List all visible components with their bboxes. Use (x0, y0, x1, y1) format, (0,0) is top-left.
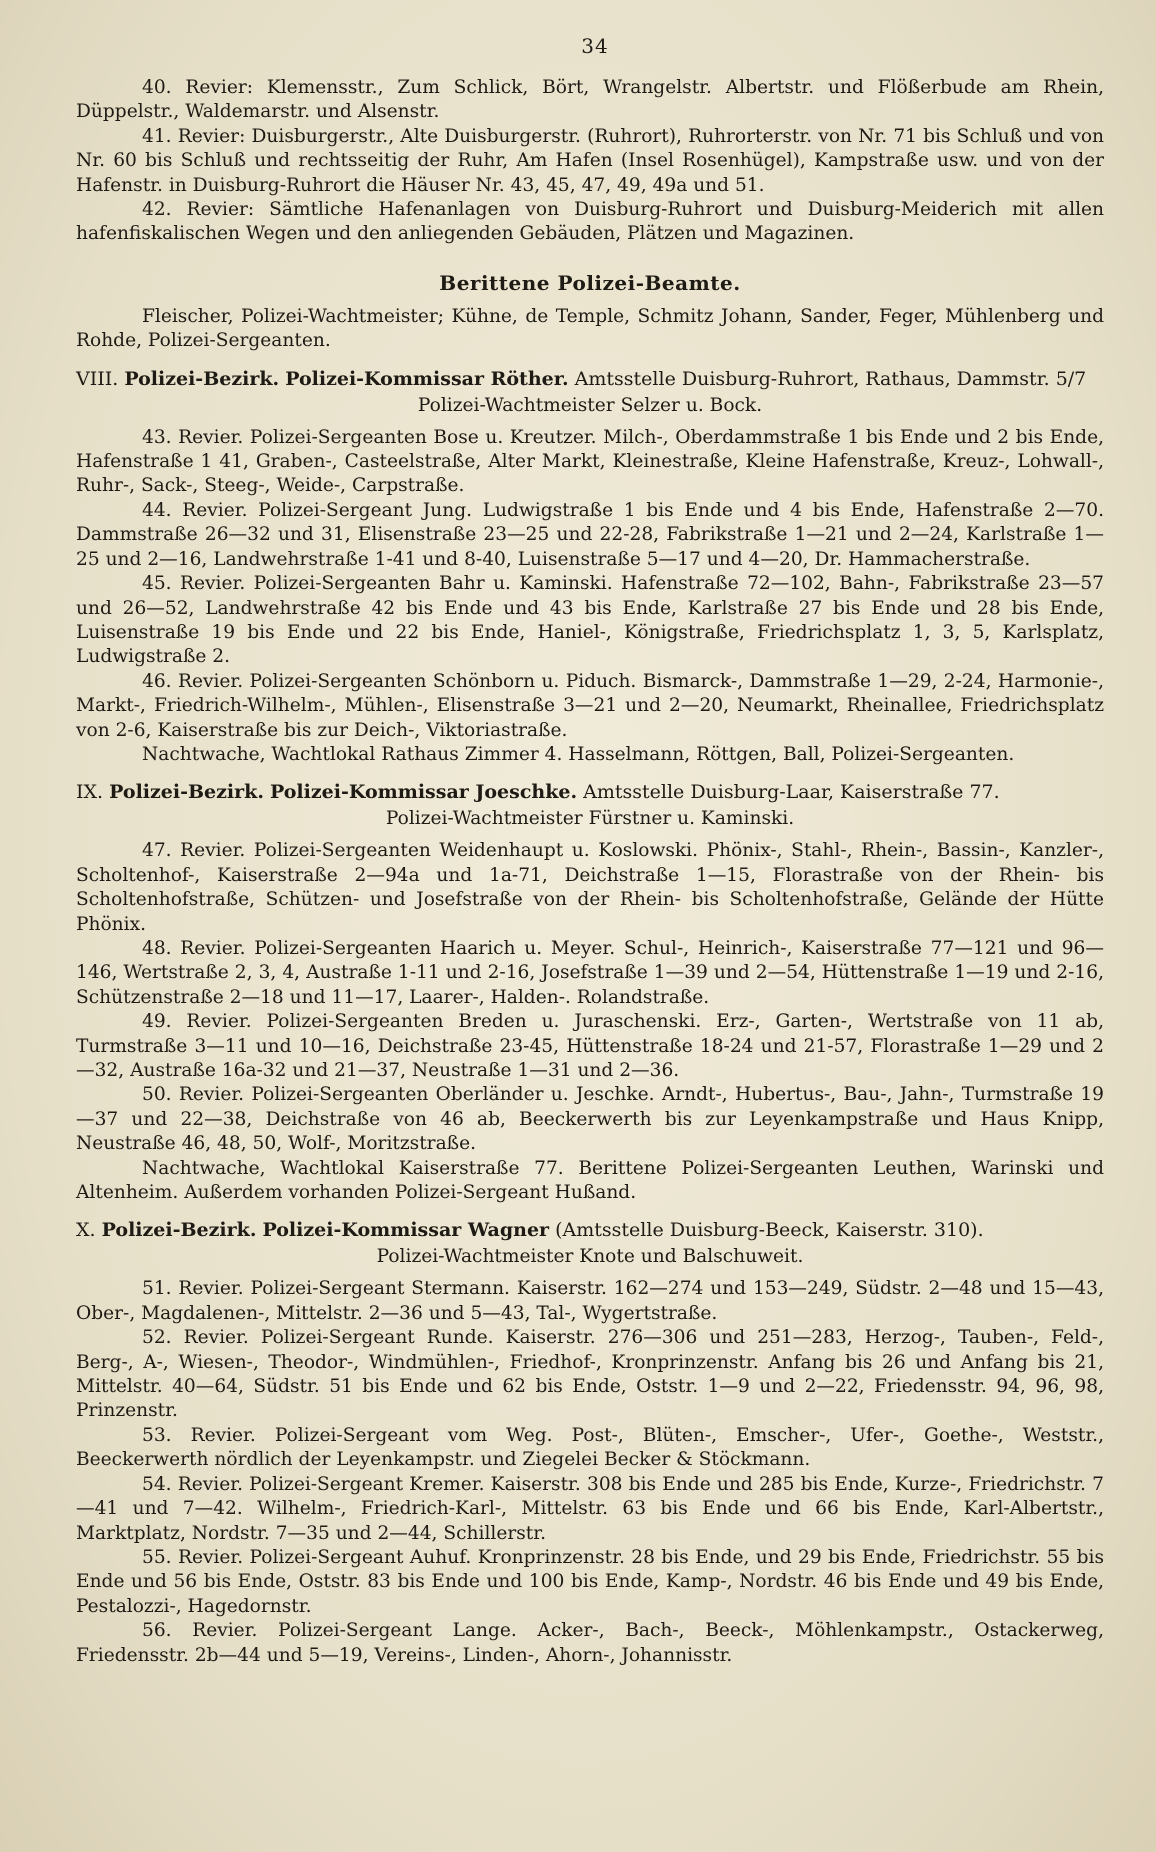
paragraph-revier-41: 41. Revier: Duisburgerstr., Alte Duisburgerstr. (Ruhrort), Ruhrorterstr. von Nr. 71 bis Schluß und von Nr. 60 bis Schluß und rechtsseitig der Ruhr, Am Hafen (Insel Rosenhügel), Kampstraße usw. und von der Hafenstr. in Duisburg-Ruhrort die Häuser Nr. 43, 45, 47, 49, 49a und 51. (76, 125, 1104, 196)
district-sergeant-major: Polizei-Wachtmeister Selzer u. Bock. (417, 394, 763, 416)
district-commissioner: Polizei-Kommissar Joeschke. (269, 781, 578, 804)
paragraph-revier-42: 42. Revier: Sämtliche Hafenanlagen von Duisburg-Ruhrort und Duisburg-Meiderich mit allen hafenfiskalischen Wegen und den anliegenden Gebäuden, Plätzen und Magazinen. (76, 199, 1104, 245)
mounted-police-heading: Berittene Polizei-Beamte. (439, 270, 741, 295)
paragraph-revier-47: 47. Revier. Polizei-Sergeanten Weidenhaupt u. Koslowski. Phönix-, Stahl-, Rhein-, Bassin-, Kanzler-, Scholtenhof-, Kaiserstraße 2—94a und 1a-71, Deichstraße 1—15, Florastraße von der Rhein- bis Scholtenhofstraße, Schützen- und Josefstraße von der Rhein- bis Scholtenhofstraße, Gelände der Hütte Phönix. (76, 840, 1104, 935)
district-ix (76, 779, 1104, 1205)
paragraph-revier-48: 48. Revier. Polizei-Sergeanten Haarich u. Meyer. Schul-, Heinrich-, Kaiserstraße 77—121 und 96—146, Wertstraße 2, 3, 4, Austraße 1-11 und 2-16, Josefstraße 1—39 und 2—54, Hüttenstraße 1—19 und 2-16, Schützenstraße 2—18 und 11—17, Laarer-, Halden-. Rolandstraße. (76, 937, 1104, 1008)
paragraph-revier-56: 56. Revier. Polizei-Sergeant Lange. Acker-, Bach-, Beeck-, Möhlenkampstr., Ostackerweg, Friedensstr. 2b—44 und 5—19, Vereins-, Linden-, Ahorn-, Johannisstr. (76, 1620, 1104, 1666)
district-label: Polizei-Bezirk. (101, 1219, 257, 1242)
district-number: IX. (76, 781, 104, 804)
district-number: X. (76, 1219, 96, 1242)
paragraph-revier-55: 55. Revier. Polizei-Sergeant Auhuf. Kronprinzenstr. 28 bis Ende, und 29 bis Ende, Friedrichstr. 55 bis Ende und 56 bis Ende, Oststr. 83 bis Ende und 100 bis Ende, Kamp-, Nordstr. 46 bis Ende und 49 bis Ende, Pestalozzi-, Hagedornstr. (76, 1546, 1104, 1617)
district-number: VIII. (76, 367, 119, 390)
paragraph-revier-44: 44. Revier. Polizei-Sergeant Jung. Ludwigstraße 1 bis Ende und 4 bis Ende, Hafenstraße 2—70. Dammstraße 26—32 und 31, Elisenstraße 23—25 und 22-28, Fabrikstraße 1—21 und 2—24, Karlstraße 1—25 und 2—16, Landwehrstraße 1-41 und 8-40, Luisenstraße 5—17 und 4—20, Dr. Hammacherstraße. (76, 499, 1104, 570)
paragraph-revier-46: 46. Revier. Polizei-Sergeanten Schönborn u. Piduch. Bismarck-, Dammstraße 1—29, 2-24, Harmonie-, Markt-, Friedrich-Wilhelm-, Mühlen-, Elisenstraße 3—21 und 2—20, Neumarkt, Rheinallee, Friedrichsplatz von 2-6, Kaiserstraße bis zur Deich-, Viktoriastraße. (76, 670, 1104, 741)
paragraph-revier-40: 40. Revier: Klemensstr., Zum Schlick, Bört, Wrangelstr. Albertstr. und Flößerbude am Rhein, Düppelstr., Waldemarstr. und Alsenstr. (76, 77, 1104, 123)
mounted-police-text: Fleischer, Polizei-Wachtmeister; Kühne, de Temple, Schmitz Johann, Sander, Feger, Mühlenberg und Rohde, Polizei-Sergeanten. (76, 305, 1104, 352)
district-viii-header (76, 366, 1104, 392)
paragraph-revier-54: 54. Revier. Polizei-Sergeant Kremer. Kaiserstr. 308 bis Ende und 285 bis Ende, Kurze-, Friedrichstr. 7—41 und 7—42. Wilhelm-, Friedrich-Karl-, Mittelstr. 63 bis Ende und 66 bis Ende, Karl-Albertstr., Marktplatz, Nordstr. 7—35 und 2—44, Schillerstr. (76, 1473, 1104, 1544)
paragraph-revier-43: 43. Revier. Polizei-Sergeanten Bose u. Kreutzer. Milch-, Oberdammstraße 1 bis Ende und 2 bis Ende, Hafenstraße 1 41, Graben-, Casteelstraße, Alter Markt, Kleinestraße, Kleine Hafenstraße, Kreuz-, Lohwall-, Ruhr-, Sack-, Steeg-, Weide-, Carpstraße. (76, 426, 1104, 497)
paragraph-revier-53: 53. Revier. Polizei-Sergeant vom Weg. Post-, Blüten-, Emscher-, Ufer-, Goethe-, Weststr., Beeckerwerth nördlich der Leyenkampstr. und Ziegelei Becker & Stöckmann. (76, 1424, 1104, 1471)
paragraph-night-watch: Nachtwache, Wachtlokal Kaiserstraße 77. Berittene Polizei-Sergeanten Leuthen, Warinski und Altenheim. Außerdem vorhanden Polizei-Sergeant Hußand. (76, 1157, 1104, 1204)
district-office: Amtsstelle Duisburg-Ruhrort, Rathaus, Dammstr. 5/7 (574, 367, 1087, 390)
paragraph-night-watch: Nachtwache, Wachtlokal Rathaus Zimmer 4. Hasselmann, Röttgen, Ball, Polizei-Sergeanten. (142, 743, 1015, 765)
page-number: 34 (581, 34, 609, 58)
revier-section-top (76, 76, 1104, 247)
district-x-header (76, 1217, 1104, 1243)
district-office: Amtsstelle Duisburg-Laar, Kaiserstraße 77. (583, 781, 1000, 804)
paragraph-revier-51: 51. Revier. Polizei-Sergeant Stermann. Kaiserstr. 162—274 und 153—249, Südstr. 2—48 und 15—43, Ober-, Magdalenen-, Mittelstr. 2—36 und 5—43, Tal-, Wygertstraße. (76, 1278, 1104, 1324)
district-office: (Amtsstelle Duisburg-Beeck, Kaiserstr. 310). (555, 1219, 984, 1242)
district-viii (76, 366, 1104, 768)
paragraph-revier-49: 49. Revier. Polizei-Sergeanten Breden u. Juraschenski. Erz-, Garten-, Wertstraße von 11 ab, Turmstraße 3—11 und 10—16, Deichstraße 23-45, Hüttenstraße 18-24 und 21-57, Florastraße 1—29 und 2—32, Austraße 16a-32 und 21—37, Neustraße 1—31 und 2—36. (76, 1011, 1104, 1081)
district-commissioner: Polizei-Kommissar Röther. (285, 367, 569, 390)
district-label: Polizei-Bezirk. (124, 367, 280, 390)
district-x (76, 1217, 1104, 1668)
district-sergeant-major: Polizei-Wachtmeister Knote und Balschuweit. (376, 1246, 804, 1268)
paragraph-revier-50: 50. Revier. Polizei-Sergeanten Oberländer u. Jeschke. Arndt-, Hubertus-, Bau-, Jahn-, Turmstraße 19—37 und 22—38, Deichstraße von 46 ab, Beeckerwerth bis zur Leyenkampstraße und Haus Knipp, Neustraße 46, 48, 50, Wolf-, Moritzstraße. (76, 1084, 1104, 1155)
district-ix-header (76, 779, 1104, 805)
district-sergeant-major: Polizei-Wachtmeister Fürstner u. Kaminski. (385, 808, 795, 830)
district-label: Polizei-Bezirk. (109, 781, 264, 804)
paragraph-revier-45: 45. Revier. Polizei-Sergeanten Bahr u. Kaminski. Hafenstraße 72—102, Bahn-, Fabrikstraße 23—57 und 26—52, Landwehrstraße 42 bis Ende und 43 bis Ende, Karlstraße 27 bis Ende und 28 bis Ende, Luisenstraße 19 bis Ende und 22 bis Ende, Haniel-, Königstraße, Friedrichsplatz 1, 3, 5, Karlsplatz, Ludwigstraße 2. (76, 573, 1104, 668)
district-commissioner: Polizei-Kommissar Wagner (262, 1219, 550, 1242)
paragraph-revier-52: 52. Revier. Polizei-Sergeant Runde. Kaiserstr. 276—306 und 251—283, Herzog-, Tauben-, Feld-, Berg-, A-, Wiesen-, Theodor-, Windmühlen-, Friedhof-, Kronprinzenstr. Anfang bis 26 und Anfang bis 21, Mittelstr. 40—64, Südstr. 51 bis Ende und 62 bis Ende, Oststr. 1—9 und 2—22, Friedensstr. 94, 96, 98, Prinzenstr. (76, 1327, 1104, 1422)
